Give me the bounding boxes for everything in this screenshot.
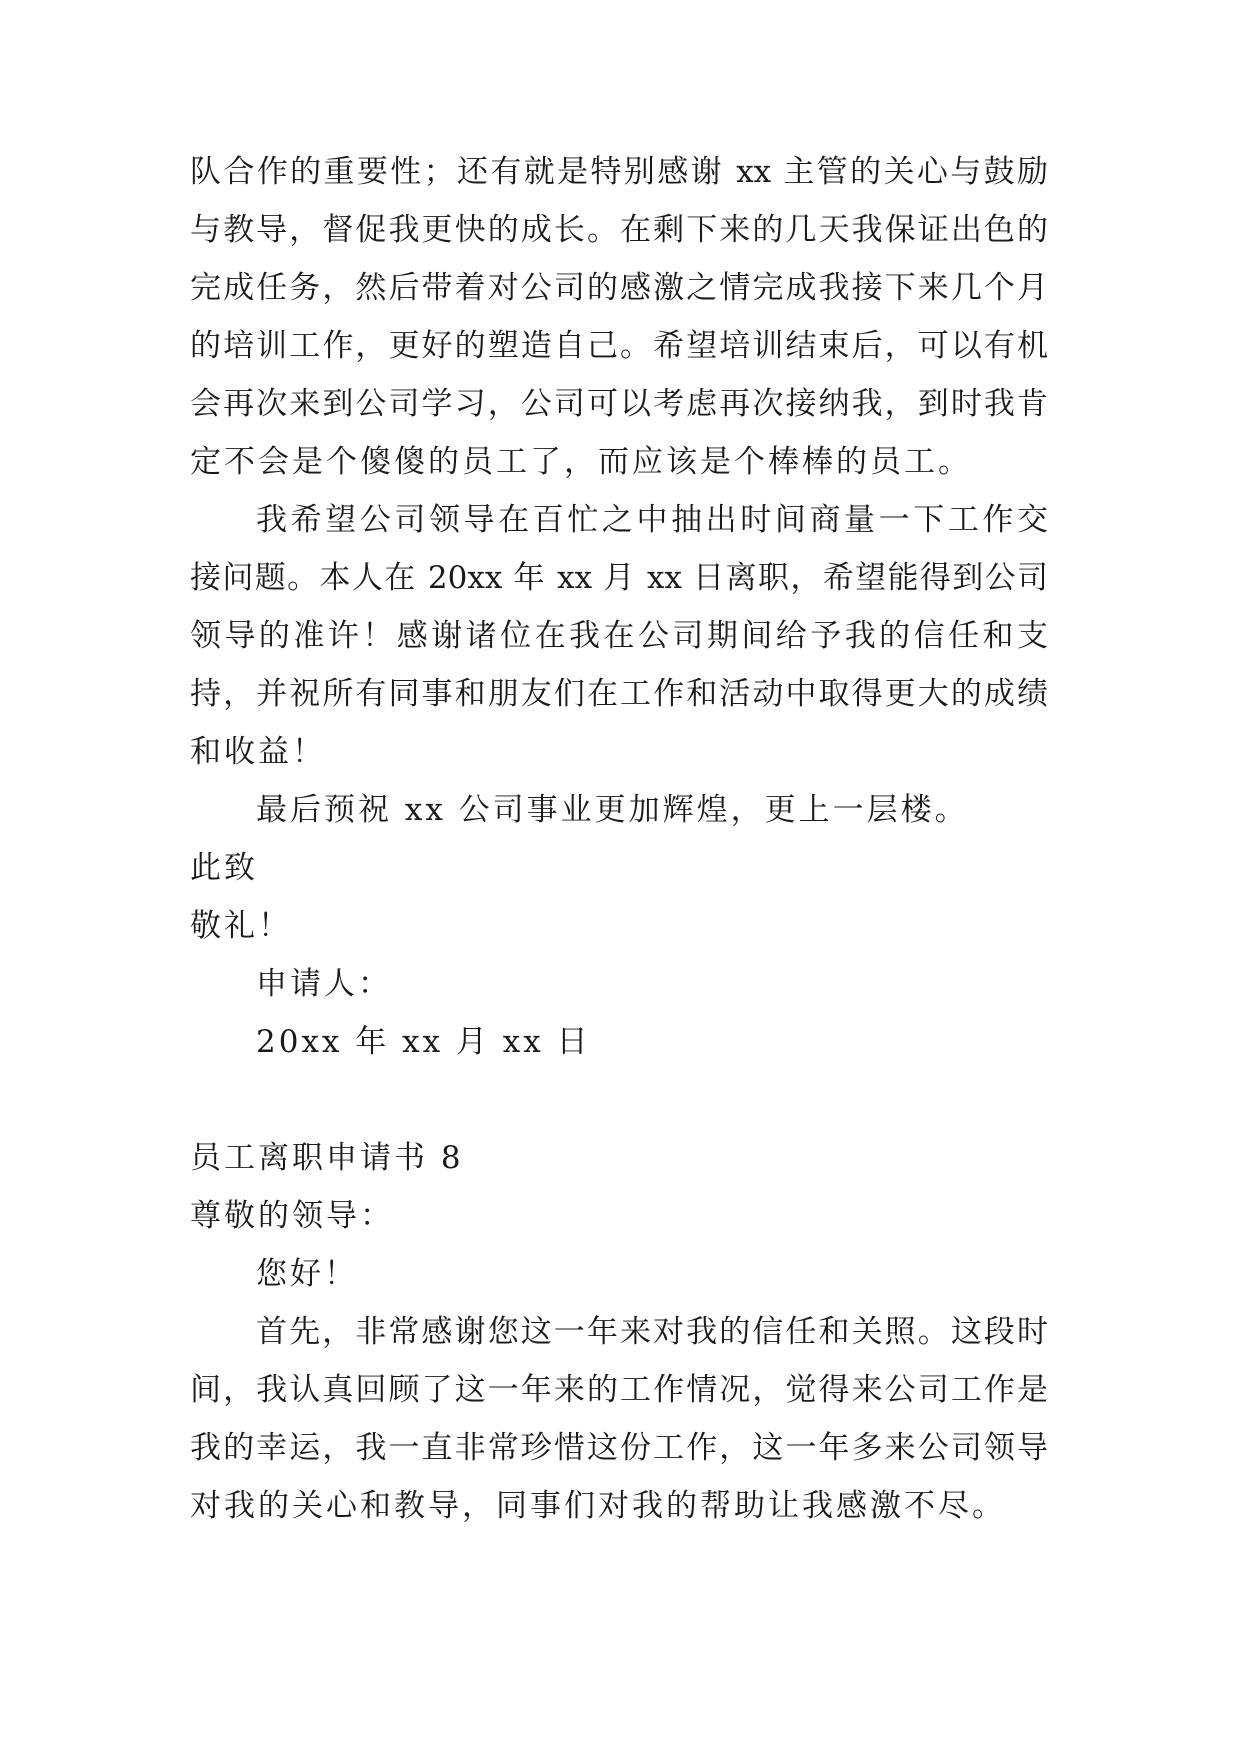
text-line: 接问题。本人在 20xx 年 xx 月 xx 日离职，希望能得到公司 xyxy=(190,560,1048,596)
text-line: 持，并祝所有同事和朋友们在工作和活动中取得更大的成绩 xyxy=(190,676,1048,712)
date-line: 20xx 年 xx 月 xx 日 xyxy=(256,1024,591,1060)
paragraph-start-line: 首先，非常感谢您这一年来对我的信任和关照。这段时 xyxy=(256,1314,1048,1350)
greeting-line: 尊敬的领导： xyxy=(190,1198,394,1234)
text-line: 的培训工作，更好的塑造自己。希望培训结束后，可以有机 xyxy=(190,328,1048,364)
text-line: 队合作的重要性；还有就是特别感谢 xx 主管的关心与鼓励 xyxy=(190,154,1048,190)
text-line: 定不会是个傻傻的员工了，而应该是个棒棒的员工。 xyxy=(190,444,972,480)
text-line: 领导的准许！感谢诸位在我在公司期间给予我的信任和支 xyxy=(190,618,1048,654)
text-line: 间，我认真回顾了这一年来的工作情况，觉得来公司工作是 xyxy=(190,1372,1048,1408)
salutation-line: 敬礼！ xyxy=(190,908,292,944)
text-line: 完成任务，然后带着对公司的感激之情完成我接下来几个月 xyxy=(190,270,1048,306)
paragraph-start-line: 我希望公司领导在百忙之中抽出时间商量一下工作交 xyxy=(256,502,1048,538)
closing-wish-line: 最后预祝 xx 公司事业更加辉煌，更上一层楼。 xyxy=(256,792,969,828)
greeting-line: 您好！ xyxy=(256,1256,358,1292)
text-line: 会再次来到公司学习，公司可以考虑再次接纳我，到时我肯 xyxy=(190,386,1048,422)
section-title: 员工离职申请书 8 xyxy=(190,1140,464,1176)
text-line: 和收益！ xyxy=(190,734,326,770)
text-line: 我的幸运，我一直非常珍惜这份工作，这一年多来公司领导 xyxy=(190,1430,1048,1466)
applicant-label: 申请人： xyxy=(256,966,392,1002)
text-line: 与教导，督促我更快的成长。在剩下来的几天我保证出色的 xyxy=(190,212,1048,248)
salutation-line: 此致 xyxy=(190,850,258,886)
text-line: 对我的关心和教导，同事们对我的帮助让我感激不尽。 xyxy=(190,1488,1006,1524)
